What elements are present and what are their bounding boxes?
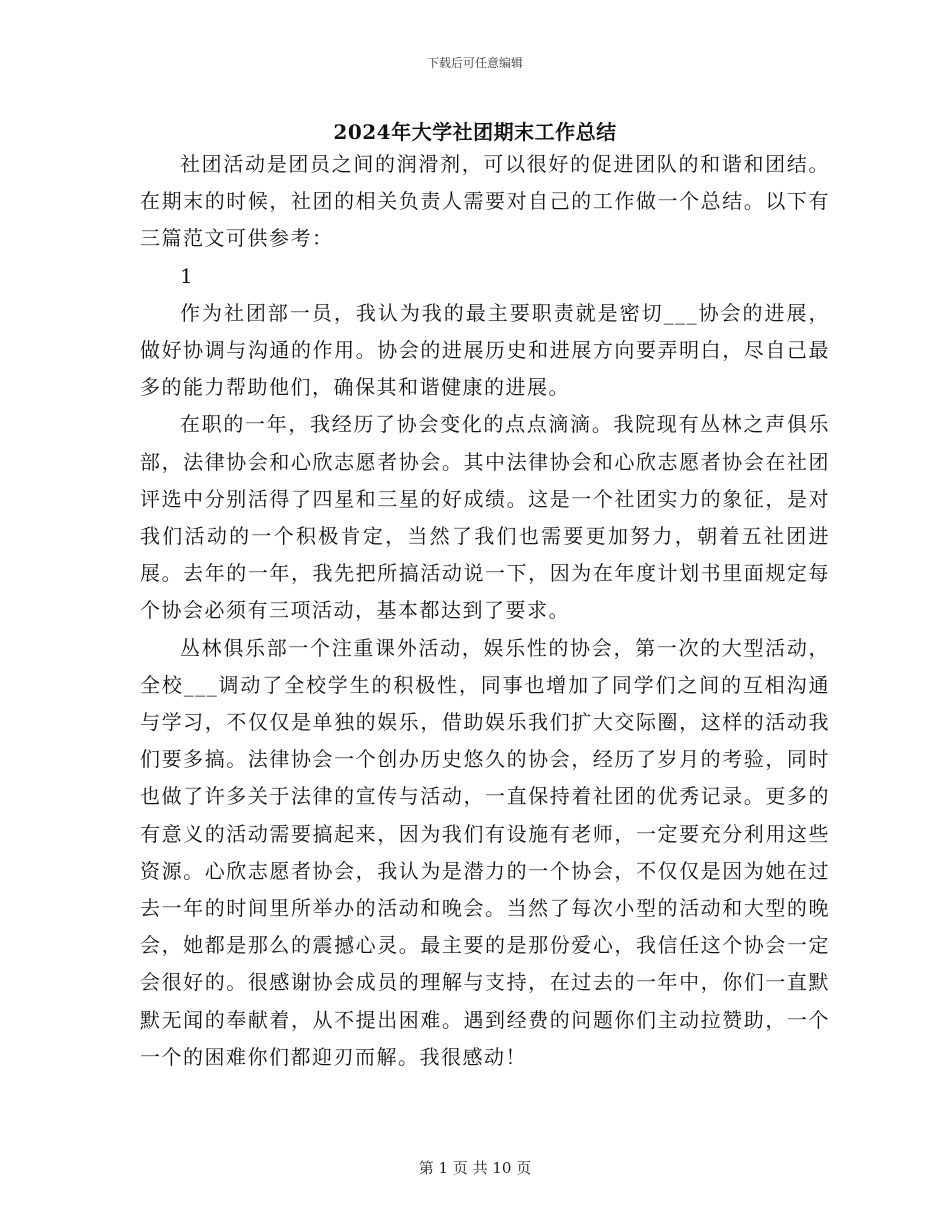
section-number: 1	[180, 263, 195, 288]
body-paragraph: 丛林俱乐部一个注重课外活动，娱乐性的协会，第一次的大型活动，全校___调动了全校学生的积极性，同事也增加了同学们之间的互相沟通与学习，不仅仅是单独的娱乐，借助娱乐我们扩大交际圈，这样的活动我们要多搞。法律协会一个创办历史悠久的协会，经历了岁月的考验，同时也做了许多关于法律的宣传与活动，一直保持着社团的优秀记录。更多的有意义的活动需要搞起来，因为我们有设施有老师，一定要充分利用这些资源。心欣志愿者协会，我认为是潜力的一个协会，不仅仅是因为她在过去一年的时间里所举办的活动和晚会。当然了每次小型的活动和大型的晚会，她都是那么的震撼心灵。最主要的是那份爱心，我信任这个协会一定会很好的。很感谢协会成员的理解与支持，在过去的一年中，你们一直默默无闻的奉献着，从不提出困难。遇到经费的问题你们主动拉赞助，一个一个的困难你们都迎刃而解。我很感动！	[140, 635, 830, 1069]
document-title: 2024年大学社团期末工作总结	[333, 120, 617, 144]
page-footer: 第 1 页 共 10 页	[418, 1159, 532, 1177]
body-paragraph: 在职的一年，我经历了协会变化的点点滴滴。我院现有丛林之声俱乐部，法律协会和心欣志愿者协会。其中法律协会和心欣志愿者协会在社团评选中分别活得了四星和三星的好成绩。这是一个社团实力的象征，是对我们活动的一个积极肯定，当然了我们也需要更加努力，朝着五社团进展。去年的一年，我先把所搞活动说一下，因为在年度计划书里面规定每个协会必须有三项活动，基本都达到了要求。	[140, 412, 830, 623]
body-paragraph: 作为社团部一员，我认为我的最主要职责就是密切___协会的进展，做好协调与沟通的作用。协会的进展历史和进展方向要弄明白，尽自己最多的能力帮助他们，确保其和谐健康的进展。	[140, 300, 830, 400]
header-note: 下载后可任意编辑	[426, 56, 523, 70]
document-body	[140, 146, 830, 1076]
intro-paragraph: 社团活动是团员之间的润滑剂，可以很好的促进团队的和谐和团结。在期末的时候，社团的相关负责人需要对自己的工作做一个总结。以下有三篇范文可供参考：	[140, 152, 830, 251]
